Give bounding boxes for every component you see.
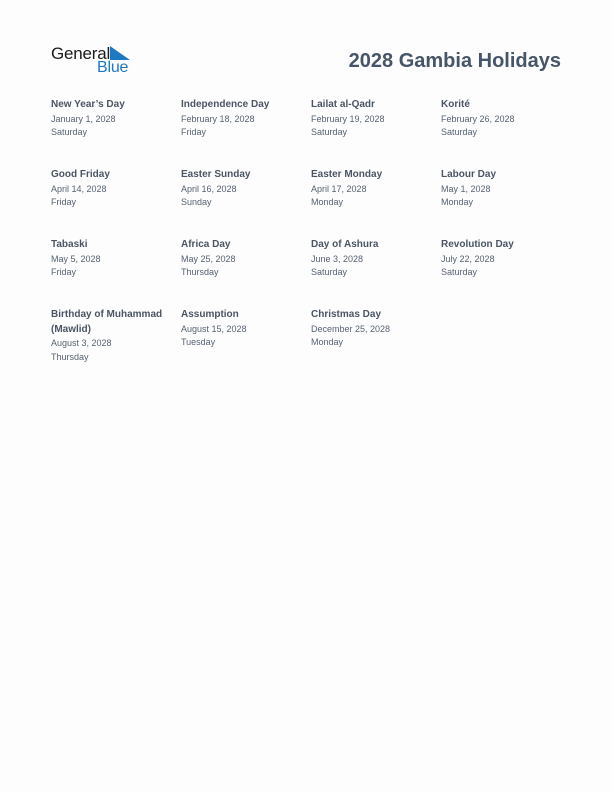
logo-text-blue: Blue xyxy=(97,59,129,76)
holiday-item xyxy=(311,238,437,280)
holiday-date: January 1, 2028 xyxy=(51,113,116,124)
holiday-date: June 3, 2028 xyxy=(311,253,364,264)
holiday-item xyxy=(181,98,307,140)
holiday-name: Christmas Day xyxy=(311,309,382,320)
holiday-name: Easter Sunday xyxy=(181,169,251,180)
holiday-item xyxy=(311,308,437,350)
holiday-item xyxy=(441,168,567,210)
holiday-item xyxy=(181,238,307,280)
holiday-item xyxy=(181,168,307,210)
holiday-item xyxy=(311,98,437,140)
holiday-weekday: Monday xyxy=(441,197,474,208)
holiday-item xyxy=(51,168,177,210)
holiday-item xyxy=(441,238,567,280)
holiday-name: New Year’s Day xyxy=(51,99,125,110)
holiday-weekday: Saturday xyxy=(441,267,478,278)
page-title: 2028 Gambia Holidays xyxy=(348,50,561,72)
holiday-name: Independence Day xyxy=(181,99,270,110)
holiday-name: Korité xyxy=(441,99,470,110)
holiday-date: May 5, 2028 xyxy=(51,253,101,264)
holiday-weekday: Monday xyxy=(311,337,344,348)
holiday-name: Revolution Day xyxy=(441,239,514,250)
logo-triangle-icon xyxy=(110,46,130,60)
holiday-weekday: Tuesday xyxy=(181,337,216,348)
holiday-weekday: Saturday xyxy=(51,127,88,138)
holiday-weekday: Friday xyxy=(51,197,77,208)
holiday-item xyxy=(311,168,437,210)
holiday-name: Africa Day xyxy=(181,239,231,250)
holiday-date: February 26, 2028 xyxy=(441,113,515,124)
holiday-weekday: Saturday xyxy=(311,267,348,278)
holiday-name: Lailat al-Qadr xyxy=(311,99,375,110)
holiday-weekday: Thursday xyxy=(51,351,89,362)
holiday-name: Tabaski xyxy=(51,239,88,250)
holiday-weekday: Monday xyxy=(311,197,344,208)
holiday-name: Good Friday xyxy=(51,169,110,180)
holiday-name: Labour Day xyxy=(441,169,497,180)
holiday-item xyxy=(51,238,177,280)
holiday-date: May 25, 2028 xyxy=(181,253,236,264)
holiday-item xyxy=(441,98,567,140)
holiday-weekday: Sunday xyxy=(181,197,212,208)
logo-text-general: General xyxy=(51,44,111,63)
holiday-date: August 3, 2028 xyxy=(51,338,112,348)
holiday-item xyxy=(51,308,177,364)
holiday-weekday: Friday xyxy=(51,267,77,278)
holiday-name: Birthday of Muhammad (Mawlid) xyxy=(51,309,163,335)
generalblue-logo xyxy=(51,44,141,78)
holiday-date: February 19, 2028 xyxy=(311,113,385,124)
holiday-date: December 25, 2028 xyxy=(311,323,391,334)
holiday-item xyxy=(51,98,177,140)
holiday-name: Easter Monday xyxy=(311,169,383,180)
holiday-weekday: Saturday xyxy=(441,127,478,138)
holiday-weekday: Thursday xyxy=(181,267,219,278)
holiday-date: February 18, 2028 xyxy=(181,113,255,124)
holiday-date: July 22, 2028 xyxy=(441,253,495,264)
holiday-weekday: Friday xyxy=(181,127,207,138)
holiday-weekday: Saturday xyxy=(311,127,348,138)
holiday-date: May 1, 2028 xyxy=(441,183,491,194)
holiday-date: April 16, 2028 xyxy=(181,183,237,194)
holiday-date: April 14, 2028 xyxy=(51,183,107,194)
holiday-date: August 15, 2028 xyxy=(181,323,247,334)
holiday-name: Day of Ashura xyxy=(311,239,379,250)
holiday-item xyxy=(181,308,307,350)
holiday-name: Assumption xyxy=(181,309,239,320)
holiday-date: April 17, 2028 xyxy=(311,183,367,194)
